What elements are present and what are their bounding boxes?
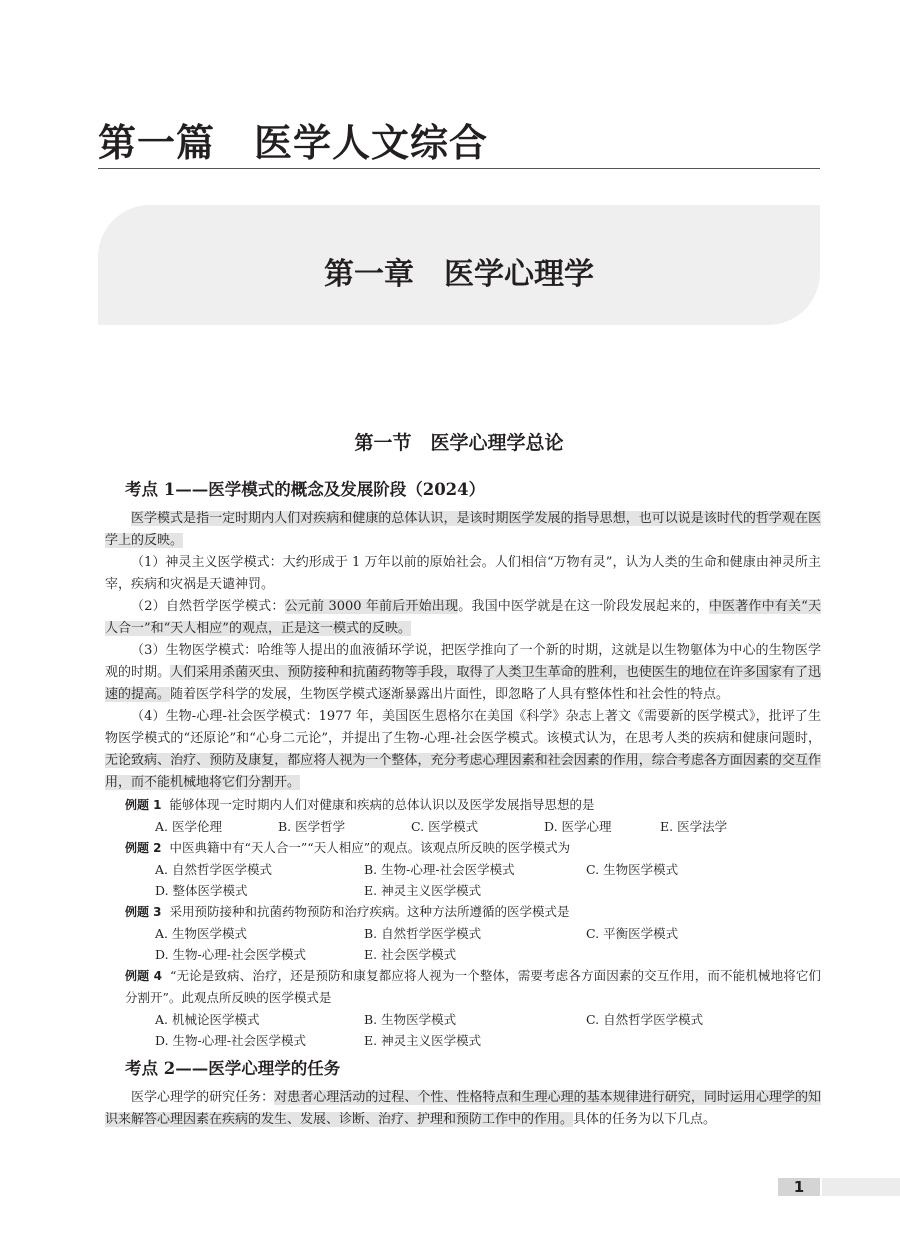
example-label: 例题 1 [125, 798, 162, 812]
page-content [105, 478, 821, 1131]
option: C. 医学模式 [411, 819, 479, 834]
highlight: 中医著作中有关“天人合一”和“天人相应”的观点，正是这一模式的反映。 [105, 599, 821, 636]
option-row [155, 859, 821, 880]
text-run: 具体的任务为以下几点。 [573, 1112, 717, 1127]
option: C. 生物医学模式 [586, 862, 679, 877]
paragraph-natural-philosophy-model [105, 596, 821, 640]
example-stem: 中医典籍中有“天人合一”“天人相应”的观点。该观点所反映的医学模式为 [169, 840, 571, 855]
option: E. 神灵主义医学模式 [364, 1033, 482, 1048]
example-question [105, 837, 821, 901]
option: A. 生物医学模式 [155, 926, 247, 941]
part-title: 第一篇 医学人文综合 [98, 121, 489, 165]
exam-point-2-title: 考点 2——医学心理学的任务 [125, 1059, 341, 1078]
option-row [155, 944, 821, 965]
page-number-box [778, 1178, 820, 1196]
section-title: 第一节 医学心理学总论 [354, 432, 564, 454]
paragraph-definition [105, 508, 821, 552]
highlight: 医学模式是指一定时期内人们对疾病和健康的总体认识， [131, 511, 457, 526]
highlight: 是该时期医学发展的指导思想，也可以说是该时代的哲学观在医学上的反映。 [105, 511, 821, 548]
option: D. 整体医学模式 [155, 883, 248, 898]
highlight: 无论致病、治疗、预防及康复，都应将人视为一个整体，充分考虑心理因素和社会因素的作用，综合考虑各方面因素的交互作用，而不能机械地将它们分割开。 [105, 753, 821, 790]
highlight: 对患者心理活动的过程、个性、性格特点和生理心理的基本规律进行研究，同时运用心理学的知识来解答心理因素在疾病的发生、发展、诊断、治疗、护理和预防工作中的作用。 [105, 1090, 821, 1127]
text-run: 医学心理学的研究任务： [131, 1090, 275, 1105]
highlight: 公元前 3000 年前后开始出现 [284, 599, 459, 614]
part-title-rule [98, 168, 820, 169]
option: A. 自然哲学医学模式 [155, 862, 272, 877]
chapter-title: 第一章 医学心理学 [324, 257, 594, 292]
example-question-text [125, 794, 821, 816]
example-question [105, 965, 821, 1051]
option: C. 平衡医学模式 [586, 926, 679, 941]
paragraph-biopsychosocial-model [105, 706, 821, 794]
chapter-banner [98, 205, 820, 325]
example-question-text [125, 901, 821, 923]
text-run: 。我国中医学就是在这一阶段发展起来的， [458, 599, 709, 614]
example-label: 例题 4 [125, 969, 162, 983]
option: A. 医学伦理 [155, 819, 222, 834]
option: D. 生物-心理-社会医学模式 [155, 947, 306, 962]
option-row [155, 1009, 821, 1030]
option: B. 生物医学模式 [364, 1012, 457, 1027]
text-run: 随着医学科学的发展，生物医学模式逐渐暴露出片面性，即忽略了人具有整体性和社会性的特点。 [170, 687, 730, 702]
example-label: 例题 3 [125, 905, 162, 919]
text-run: （3）生物医学模式：哈维等人提出的血液循环学说，把医学推向了一个新的时期，这就是以生物躯体为中心的生物医学观的时期。 [105, 643, 821, 680]
option-row [155, 923, 821, 944]
text-run: （2）自然哲学医学模式： [131, 599, 285, 614]
exam-point-1-title: 考点 1——医学模式的概念及发展阶段（2024） [125, 480, 486, 499]
option: A. 机械论医学模式 [155, 1012, 260, 1027]
example-stem: 采用预防接种和抗菌药物预防和治疗疾病。这种方法所遵循的医学模式是 [169, 904, 570, 919]
example-question-text [125, 837, 821, 859]
page-number-strip [822, 1178, 900, 1196]
paragraph-supernatural-model: （1）神灵主义医学模式：大约形成于 1 万年以前的原始社会。人们相信“万物有灵”，认为人类的生命和健康由神灵所主宰，疾病和灾祸是天谴神罚。 [105, 555, 821, 592]
option: C. 自然哲学医学模式 [586, 1012, 704, 1027]
example-stem: “无论是致病、治疗，还是预防和康复都应将人视为一个整体，需要考虑各方面因素的交互作用，而不能机械地将它们分割开”。此观点所反映的医学模式是 [125, 968, 821, 1005]
option-row [155, 816, 821, 837]
option: E. 神灵主义医学模式 [364, 883, 482, 898]
text-run: （4）生物-心理-社会医学模式：1977 年，美国医生恩格尔在美国《科学》杂志上著文《需要新的医学模式》，批评了生物医学模式的“还原论”和“心身二元论”，并提出了生物-心理-社会医学模式。该模式认为，在思考人类的疾病和健康问题时， [105, 709, 821, 746]
option: B. 医学哲学 [278, 819, 346, 834]
paragraph-biomedical-model [105, 640, 821, 706]
option: B. 自然哲学医学模式 [364, 926, 482, 941]
paragraph-tasks [105, 1087, 821, 1131]
page-number: 1 [793, 1178, 805, 1196]
option: D. 医学心理 [544, 819, 612, 834]
option-row [155, 1030, 821, 1051]
option: B. 生物-心理-社会医学模式 [364, 862, 515, 877]
example-question [105, 794, 821, 837]
highlight: 人们采用杀菌灭虫、预防接种和抗菌药物等手段，取得了人类卫生革命的胜利，也使医生的地位在许多国家有了迅速的提高。 [105, 665, 821, 702]
example-question [105, 901, 821, 965]
example-label: 例题 2 [125, 841, 162, 855]
option: D. 生物-心理-社会医学模式 [155, 1033, 306, 1048]
option: E. 社会医学模式 [364, 947, 457, 962]
option: E. 医学法学 [660, 819, 728, 834]
example-question-text [125, 965, 821, 1009]
example-stem: 能够体现一定时期内人们对健康和疾病的总体认识以及医学发展指导思想的是 [169, 797, 595, 812]
option-row [155, 880, 821, 901]
